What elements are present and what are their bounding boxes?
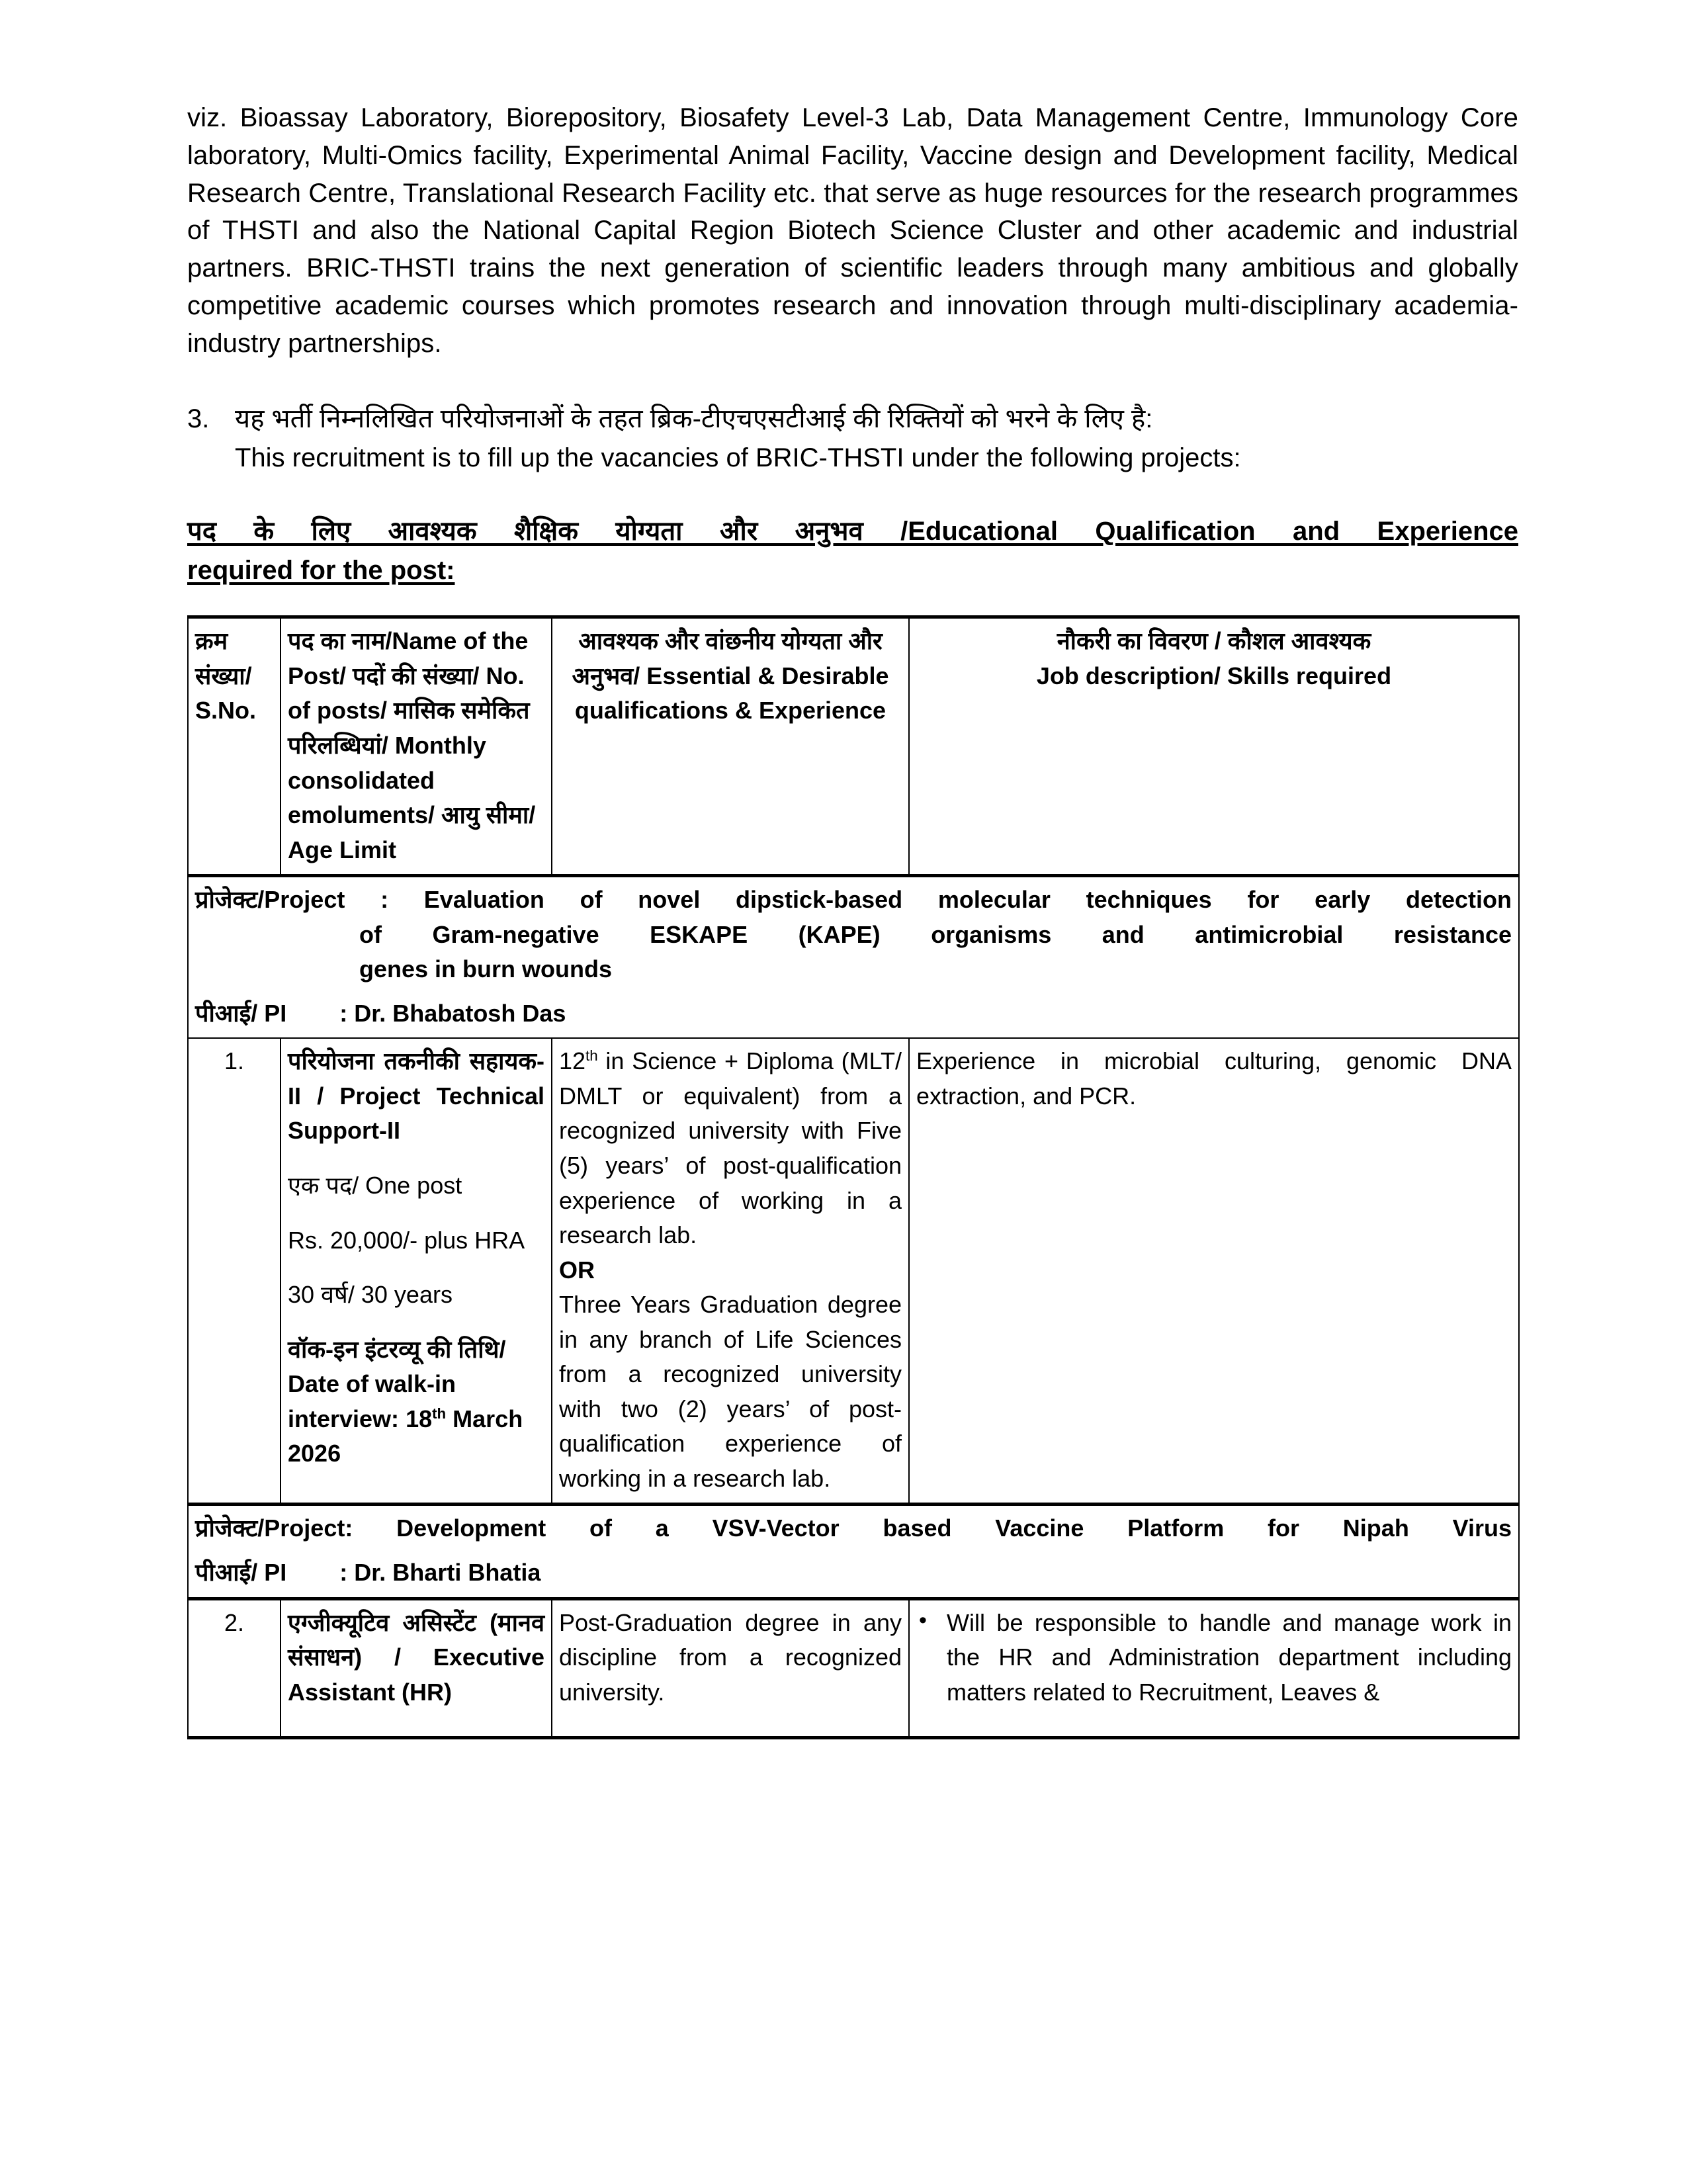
header-job-description-english: Job description/ Skills required	[1036, 662, 1392, 689]
row-1-walkin-date	[288, 1332, 544, 1471]
row-1-qual-option-1	[559, 1044, 902, 1252]
clause-3	[187, 400, 1518, 478]
project-2-pi-name: Dr. Bharti Bhatia	[354, 1559, 541, 1586]
header-sno: क्रम संख्या/ S.No.	[188, 617, 281, 876]
header-job-description	[909, 617, 1519, 876]
row-1-walkin-label: वॉक-इन इंटरव्यू की तिथि/ Date of walk-in interview:	[288, 1335, 506, 1432]
row-1-age-limit: 30 वर्ष/ 30 years	[288, 1281, 453, 1309]
row-2-post	[281, 1598, 552, 1738]
project-1-line1	[195, 883, 1512, 918]
header-post-name: पद का नाम/Name of the Post/ पदों की संख्या/ No. of posts/ मासिक समेकित परिलब्धियां/ Monthly consolidated emoluments/ आयु सीमा/ Age Limit	[281, 617, 552, 876]
intro-paragraph: viz. Bioassay Laboratory, Biorepository, Biosafety Level-3 Lab, Data Management Centre, Immunology Core laboratory, Multi-Omics facility, Experimental Animal Facility, Vaccine design and Development facility, Medical Research Centre, Translational Research Facility etc. that serve as huge resources for the research programmes of THSTI and also the National Capital Region Biotech Science Cluster and other academic and industrial partners. BRIC-THSTI trains the next generation of scientific leaders through many ambitious and globally competitive academic courses which promotes research and innovation through multi-disciplinary academia-industry partnerships.	[187, 103, 1518, 358]
project-banner-row-2	[188, 1505, 1519, 1598]
row-1-walkin-day: 18	[406, 1405, 433, 1432]
row-1-emoluments: Rs. 20,000/- plus HRA	[288, 1226, 525, 1254]
project-2-label: प्रोजेक्ट/Project:	[195, 1514, 397, 1542]
project-1-title-line3: genes in burn wounds	[359, 955, 613, 983]
section-heading-line2: required for the post:	[187, 556, 455, 586]
project-2-title-line1: Development of a VSV-Vector based Vaccine Platform for Nipah Virus	[396, 1514, 1512, 1542]
row-1-post	[281, 1038, 552, 1505]
header-job-description-hindi: नौकरी का विवरण / कौशल आवश्यक	[1057, 627, 1371, 655]
clause-body	[235, 400, 1518, 478]
row-1-qual-grade-ordinal: th	[585, 1047, 598, 1065]
row-1-post-title: परियोजना तकनीकी सहायक-II / Project Technical Support-II	[288, 1047, 544, 1145]
row-1-sno: 1.	[188, 1038, 281, 1505]
project-1-pi-label: पीआई/ PI	[195, 999, 287, 1027]
row-1-job-description-text: Experience in microbial culturing, genomic DNA extraction, and PCR.	[916, 1047, 1512, 1110]
project-1-pi-separator: :	[339, 999, 355, 1027]
clause-english-line: This recruitment is to fill up the vacancies of BRIC-THSTI under the following projects:	[235, 443, 1241, 472]
project-1-pi	[195, 996, 1512, 1031]
row-2-qualifications	[552, 1598, 909, 1738]
row-1-qual-or: OR	[559, 1256, 595, 1284]
row-1-job-description	[909, 1038, 1519, 1505]
row-2-sno: 2.	[188, 1598, 281, 1738]
project-2-pi-separator: :	[339, 1559, 355, 1586]
section-heading	[187, 512, 1518, 590]
row-1-qual-grade: 12	[559, 1047, 586, 1075]
table-row	[188, 1038, 1519, 1505]
row-1-no-of-posts: एक पद/ One post	[288, 1171, 462, 1199]
jobs-table	[187, 615, 1520, 1739]
project-2-pi-label: पीआई/ PI	[195, 1559, 287, 1586]
clause-number: 3.	[187, 404, 210, 433]
row-1-qual-text: in Science + Diploma (MLT/ DMLT or equivalent) from a recognized university with Five (5) years’ of post-qualification experience of working in a research lab.	[559, 1047, 902, 1249]
project-2-line1	[195, 1511, 1512, 1546]
table-header-row	[188, 617, 1519, 876]
list-item: • Will be responsible to handle and manage work in the HR and Administration department including matters related to Recruitment, Leaves &	[916, 1606, 1512, 1710]
project-1-title-line1: Evaluation of novel dipstick-based molecular techniques for early detection	[423, 886, 1512, 914]
row-2-post-title: एग्जीक्यूटिव असिस्टेंट (मानव संसाधन) / Executive Assistant (HR)	[288, 1608, 544, 1706]
header-qualifications: आवश्यक और वांछनीय योग्यता और अनुभव/ Essential & Desirable qualifications & Experience	[552, 617, 909, 876]
project-1-pi-name: Dr. Bhabatosh Das	[354, 999, 566, 1027]
table-row	[188, 1598, 1519, 1738]
row-2-job-description-list	[916, 1606, 1512, 1710]
project-2-details	[188, 1505, 1519, 1598]
project-1-details	[188, 876, 1519, 1039]
project-1-title-line2: of Gram-negative ESKAPE (KAPE) organisms and antimicrobial resistance	[359, 920, 1512, 948]
project-1-label: प्रोजेक्ट/Project :	[195, 886, 424, 914]
row-1-walkin-ordinal: th	[432, 1405, 447, 1422]
row-1-qual-option-2: Three Years Graduation degree in any branch of Life Sciences from a recognized university with two (2) years’ of post-qualification experience of working in a research lab.	[559, 1291, 902, 1492]
row-1-walkin-rest: March 2026	[288, 1405, 523, 1467]
section-heading-line1: पद के लिए आवश्यक शैक्षिक योग्यता और अनुभव /Educational Qualification and Experience	[187, 516, 1518, 546]
row-2-job-description	[909, 1598, 1519, 1738]
row-2-qual-text: Post-Graduation degree in any discipline from a recognized university.	[559, 1608, 902, 1706]
project-2-pi	[195, 1555, 1512, 1591]
row-1-qualifications	[552, 1038, 909, 1505]
clause-hindi-line: यह भर्ती निम्नलिखित परियोजनाओं के तहत ब्रिक-टीएचएसटीआई की रिक्तियों को भरने के लिए है:	[235, 404, 1153, 433]
project-banner-row-1	[188, 876, 1519, 1039]
